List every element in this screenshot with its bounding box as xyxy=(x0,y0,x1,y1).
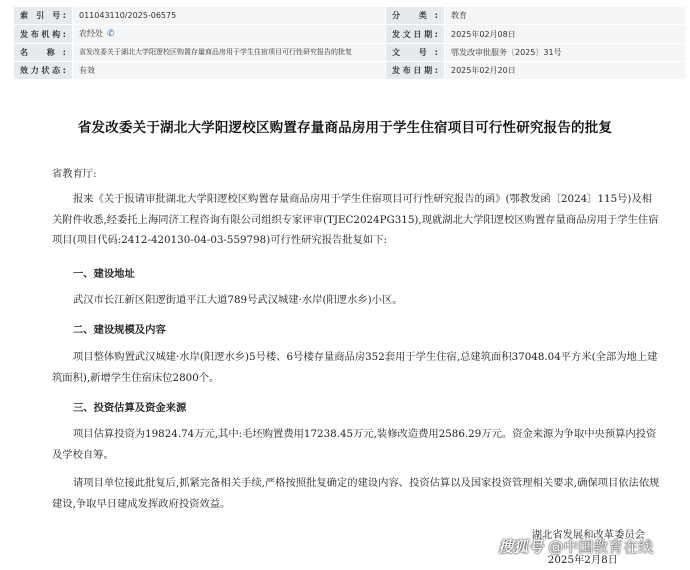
meta-row xyxy=(14,62,686,80)
meta-value: 有效 xyxy=(73,62,386,80)
paragraph-intro: 报来《关于报请审批湖北大学阳逻校区购置存量商品房用于学生住宿项目可行性研究报告的函》(鄂教发函〔2024〕115号)及相关附件收悉,经委托上海同济工程咨询有限公司组织专家评审(TJEC2024PG315),现就湖北大学阳逻校区购置存量商品房用于学生住宿项目(项目代码:2412-420130-04-03-559798)可行性研究报告批复如下: xyxy=(52,193,659,246)
meta-value xyxy=(73,25,386,44)
document-metadata-table xyxy=(13,6,686,80)
meta-key: 发布日期: xyxy=(386,62,445,80)
meta-value: 省发改委关于湖北大学阳逻校区购置存量商品房用于学生住宿项目可行性研究报告的批复 xyxy=(73,44,386,62)
section-heading-investment: 三、投资估算及资金来源 xyxy=(73,402,187,414)
paragraph-requirements: 请项目单位接此批复后,抓紧完备相关手续,严格按照批复确定的建设内容、投资估算以及国家投资管理相关要求,确保项目依法依规建设,争取早日建成发挥政府投资效益。 xyxy=(52,477,660,510)
addressee: 省教育厅: xyxy=(52,168,97,180)
meta-key: 文 号: xyxy=(386,44,445,62)
document-title: 省发改委关于湖北大学阳逻校区购置存量商品房用于学生住宿项目可行性研究报告的批复 xyxy=(77,120,613,136)
meta-row xyxy=(14,25,686,44)
paragraph-location: 武汉市长江新区阳逻街道平江大道789号武汉城建·水岸(阳逻水乡)小区。 xyxy=(73,294,403,306)
meta-key: 索 引 号: xyxy=(14,7,73,25)
meta-key: 分 类: xyxy=(386,7,445,25)
meta-value: 011043110/2025-06575 xyxy=(73,7,386,25)
meta-key: 发布机构: xyxy=(14,25,73,44)
phone-icon[interactable]: ✆ xyxy=(107,29,115,39)
section-heading-scale: 二、建设规模及内容 xyxy=(73,324,166,336)
meta-value: 鄂发改审批服务〔2025〕31号 xyxy=(445,44,686,62)
meta-value: 2025年02月08日 xyxy=(445,25,686,44)
watermark-brand: 搜狐号 xyxy=(498,538,544,556)
publisher-name: 农经处 xyxy=(79,29,103,38)
signing-authority: 湖北省发展和改革委员会 xyxy=(531,529,645,541)
meta-key: 发文日期: xyxy=(386,25,445,44)
meta-row xyxy=(14,44,686,62)
section-heading-location: 一、建设地址 xyxy=(73,268,135,280)
watermark xyxy=(498,536,653,557)
paragraph-investment: 项目估算投资为19824.74万元,其中:毛坯购置费用17238.45万元,装修改造费用2586.29万元。资金来源为争取中央预算内投资及学校自筹。 xyxy=(52,428,657,461)
meta-key: 效力状态: xyxy=(14,62,73,80)
meta-key: 名 称: xyxy=(14,44,73,62)
meta-value: 2025年02月20日 xyxy=(445,62,686,80)
signing-date: 2025年2月8日 xyxy=(547,554,618,566)
meta-row xyxy=(14,7,686,25)
paragraph-scale: 项目整体购置武汉城建·水岸(阳逻水乡)5号楼、6号楼存量商品房352套用于学生住宿,总建筑面积37048.04平方米(全部为地上建筑面积),新增学生住宿床位2800个。 xyxy=(52,351,658,384)
watermark-handle: @中国教育在线 xyxy=(548,538,654,556)
meta-value: 教育 xyxy=(445,7,686,25)
